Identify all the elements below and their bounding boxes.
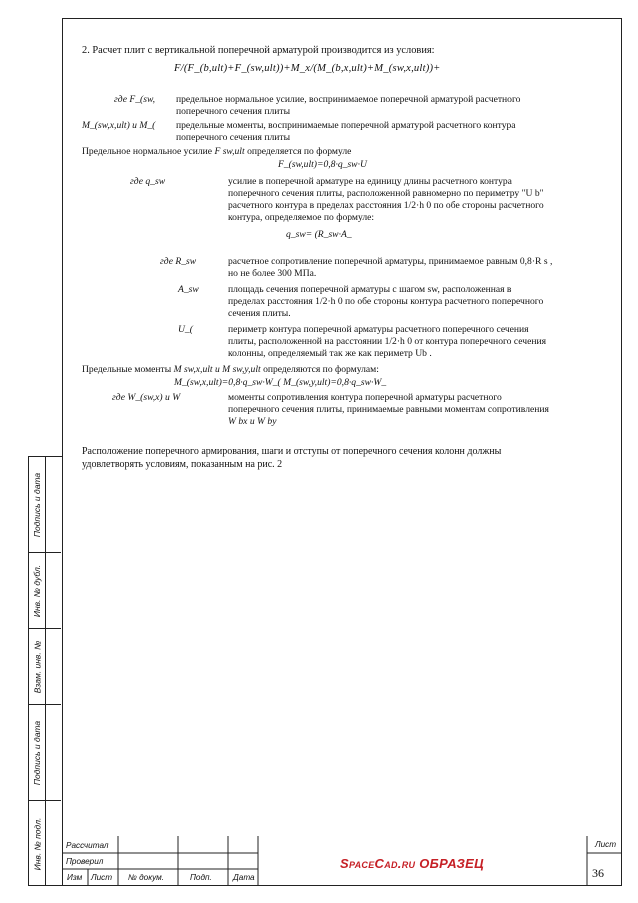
- def-text: поперечного сечения плиты, расположенной равномерно по периметру "U b": [228, 188, 544, 199]
- def-text: поперечного сечения плиты: [176, 106, 291, 117]
- def-term-wsw: где W_(sw,x) и W: [112, 392, 181, 403]
- def-text: предельное нормальное усилие, воспринимаемое поперечной арматурой расчетного: [176, 94, 521, 105]
- header-date: Дата: [233, 873, 255, 882]
- def-text: сечения плиты.: [228, 308, 291, 319]
- paragraph: Предельные моменты M sw,x,ult и M sw,y,ult определяются по формулам:: [82, 364, 379, 375]
- def-text: расчетного контура в пределах расстояния 1/2·h 0 по обе стороны расчетного: [228, 200, 544, 211]
- header-doc-no: № докум.: [128, 873, 165, 882]
- def-term-asw: A_sw: [178, 284, 199, 295]
- side-cell-signature-date-bottom: Подпись и дата: [29, 705, 61, 801]
- side-cell-replace-inv: Взам. инв. №: [29, 629, 61, 705]
- brand-suffix: ОБРАЗЕЦ: [419, 856, 484, 871]
- def-text: поперечного сечения плиты: [176, 132, 291, 143]
- section-heading: 2. Расчет плит с вертикальной поперечной арматурой производится из условия:: [82, 45, 435, 56]
- def-term-rsw: где R_sw: [160, 256, 197, 267]
- formula-qsw: q_sw= (R_sw·A_: [286, 229, 352, 240]
- def-text: поперечного сечения плиты, принимаемые равными моментам сопротивления: [228, 404, 549, 415]
- def-term-u: U_(: [178, 324, 193, 335]
- def-term-qsw: где q_sw: [130, 176, 166, 187]
- brand-watermark: [340, 856, 484, 871]
- checker-label: Проверил: [66, 857, 104, 866]
- def-text: площадь сечения поперечной арматуры с шагом sw, расположенная в: [228, 284, 512, 295]
- def-text: колонны, определяемый так же как периметр Ub .: [228, 348, 432, 359]
- def-text: контура, определяемое по формуле:: [228, 212, 375, 223]
- def-text: усилие в поперечной арматуре на единицу длины расчетного контура: [228, 176, 512, 187]
- closing-paragraph: Расположение поперечного армирования, шаги и отступы от поперечного сечения колонн должны: [82, 446, 502, 457]
- paragraph: Предельное нормальное усилие F sw,ult определяется по формуле: [82, 146, 352, 157]
- def-term-fsw: где F_(sw,: [114, 94, 156, 105]
- side-stamp: [28, 456, 62, 886]
- def-text: расчетное сопротивление поперечной арматуры, принимаемое равным 0,8·R s ,: [228, 256, 553, 267]
- header-sheet: Лист: [91, 873, 113, 882]
- def-text: плиты, расположенной на расстоянии 1/2·h 0 от контура поперечного сечения: [228, 336, 547, 347]
- def-text: пределах расстояния 1/2·h 0 по обе стороны контура расчетного поперечного: [228, 296, 544, 307]
- designer-label: Рассчитал: [66, 841, 109, 850]
- side-cell-signature-date-top: Подпись и дата: [29, 457, 61, 553]
- sheet-number: 36: [592, 866, 604, 880]
- def-text: моменты сопротивления контура поперечной арматуры расчетного: [228, 392, 502, 403]
- def-text: W bx и W by: [228, 416, 277, 427]
- side-cell-orig-inv: Инв. № подл.: [32, 817, 42, 871]
- def-term-msw: M_(sw,x,ult) и M_(: [82, 120, 156, 131]
- sheet-label: Лист: [595, 840, 617, 849]
- closing-paragraph: удовлетворять условиям, показанным на рис. 2: [82, 459, 283, 470]
- def-text: предельные моменты, воспринимаемые поперечной арматурой расчетного контура: [176, 120, 516, 131]
- def-text: периметр контура поперечной арматуры расчетного поперечного сечения: [228, 324, 529, 335]
- header-change: Изм: [67, 873, 83, 882]
- def-text: но не более 300 МПа.: [228, 268, 317, 279]
- brand-name: SpaceCad.ru: [340, 856, 416, 871]
- header-signature: Подп.: [190, 873, 212, 882]
- formula-fsw: F_(sw,ult)=0,8·q_sw·U: [278, 159, 367, 170]
- side-cell-dup-inv: Инв. № дубл.: [29, 553, 61, 629]
- formula-main: F/(F_(b,ult)+F_(sw,ult))+M_x/(M_(b,x,ult)+M_(sw,x,ult))+: [174, 63, 441, 74]
- formula-msw: M_(sw,x,ult)=0,8·q_sw·W_( M_(sw,y,ult)=0,8·q_sw·W_: [174, 377, 387, 388]
